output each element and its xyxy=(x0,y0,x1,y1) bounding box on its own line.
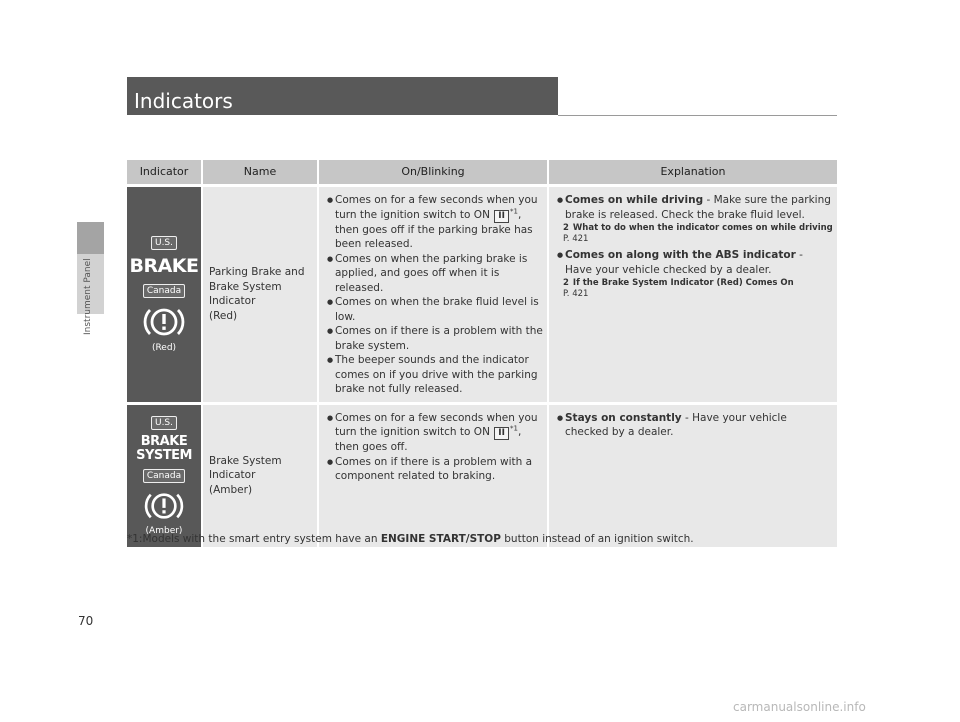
name-line: Indicator xyxy=(209,295,256,308)
chapter-tab-marker xyxy=(77,222,104,254)
brake-system-word-icon: BRAKE SYSTEM xyxy=(136,433,192,463)
table-header-row xyxy=(127,160,837,184)
list-item: ● Comes on when the brake fluid level is low. xyxy=(327,295,543,324)
chapter-label: Instrument Panel xyxy=(83,258,93,335)
list-item: ● Stays on constantly - Have your vehicle checked by a dealer. xyxy=(557,411,833,440)
brake-warning-icon xyxy=(142,304,186,340)
reference-arrow-icon: 2 xyxy=(563,278,569,288)
list-item: ● Comes on if there is a problem with the brake system. xyxy=(327,324,543,353)
list-item: ● Comes on if there is a problem with a component related to braking. xyxy=(327,455,543,484)
column-header-indicator: Indicator xyxy=(127,160,203,184)
name-line: Indicator xyxy=(209,469,256,482)
list-item: ● Comes on while driving - Make sure the parking brake is released. Check the brake fluid level. xyxy=(557,193,833,222)
title-divider xyxy=(558,115,837,116)
ignition-key-icon: II xyxy=(494,427,509,440)
name-line: (Red) xyxy=(209,309,238,322)
region-tag-us: U.S. xyxy=(151,416,177,430)
list-item: ● Comes on when the parking brake is applied, and goes off when it is released. xyxy=(327,252,543,296)
indicator-icon-cell xyxy=(127,187,203,402)
list-item: ● The beeper sounds and the indicator comes on if you drive with the parking brake not fully released. xyxy=(327,353,543,397)
region-tag-canada: Canada xyxy=(143,284,185,298)
explanation-cell xyxy=(549,187,837,402)
name-line: Brake System xyxy=(209,280,282,293)
indicator-icon-cell xyxy=(127,405,203,547)
name-line: Brake System xyxy=(209,454,282,467)
cross-reference[interactable]: 2 What to do when the indicator comes on while driving P. 421 xyxy=(563,223,833,244)
brake-word-icon: BRAKE xyxy=(129,255,199,277)
icon-color-note: (Amber) xyxy=(145,525,183,536)
on-blinking-cell xyxy=(319,405,549,547)
name-line: Parking Brake and xyxy=(209,266,305,279)
page-title: Indicators xyxy=(127,77,558,115)
column-header-on-blinking: On/Blinking xyxy=(319,160,549,184)
on-blinking-cell xyxy=(319,187,549,402)
column-header-name: Name xyxy=(203,160,319,184)
cross-reference[interactable]: 2 If the Brake System Indicator (Red) Comes On P. 421 xyxy=(563,278,794,299)
page-number: 70 xyxy=(78,614,94,628)
ignition-key-icon: II xyxy=(494,210,509,223)
indicator-name xyxy=(203,187,319,402)
list-item: ● Comes on for a few seconds when you turn the ignition switch to ON II $^{*1}$, then goes off. xyxy=(327,411,543,455)
list-item: ● Comes on along with the ABS indicator - Have your vehicle checked by a dealer. xyxy=(557,248,833,277)
region-tag-canada: Canada xyxy=(143,469,185,483)
watermark: carmanualsonline.info xyxy=(733,700,866,714)
icon-color-note: (Red) xyxy=(151,343,177,353)
column-header-explanation: Explanation xyxy=(549,160,837,184)
name-line: (Amber) xyxy=(209,483,253,496)
footnote: *1:Models with the smart entry system have an ENGINE START/STOP button instead of an ignition switch. xyxy=(127,533,694,545)
table-row xyxy=(127,187,837,402)
explanation-cell xyxy=(549,405,837,547)
reference-arrow-icon: 2 xyxy=(563,223,569,233)
brake-warning-icon xyxy=(142,489,186,523)
table-row xyxy=(127,405,837,547)
list-item: ● Comes on for a few seconds when you turn the ignition switch to ON II $^{*1}$, then goes off if the parking brake has been released. xyxy=(327,193,543,252)
indicators-table xyxy=(127,157,837,550)
indicator-name xyxy=(203,405,319,547)
region-tag-us: U.S. xyxy=(151,236,177,250)
